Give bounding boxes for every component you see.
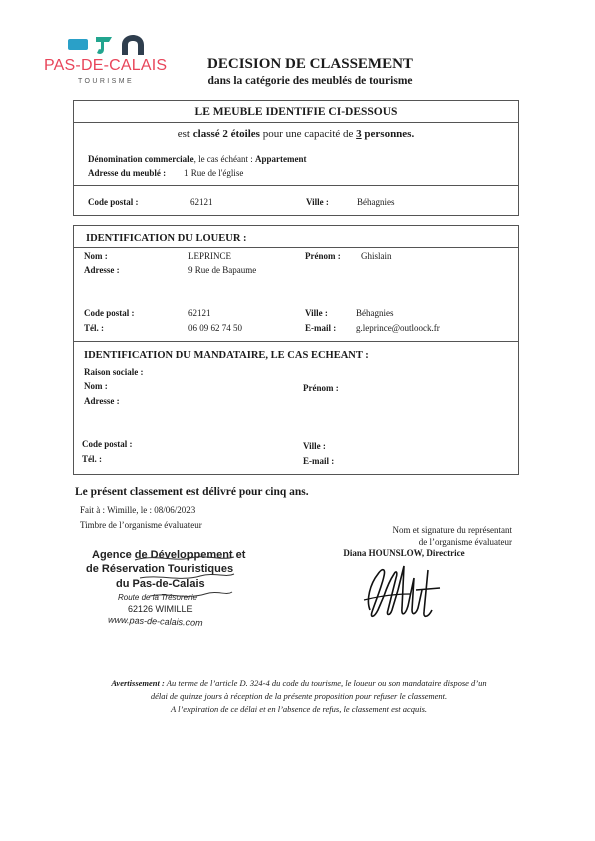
loueur-nom-value: LEPRINCE	[188, 251, 232, 261]
mandataire-nom-label: Nom :	[84, 381, 108, 391]
class-mid: pour une capacité de	[259, 128, 357, 140]
signature-caption-1: Nom et signature du représentant	[392, 525, 512, 535]
mandataire-heading: IDENTIFICATION DU MANDATAIRE, LE CAS ECHEANT :	[84, 350, 369, 361]
signature-caption-2: de l’organisme évaluateur	[418, 537, 512, 547]
loueur-adresse-label: Adresse :	[84, 265, 120, 275]
warning-label: Avertissement :	[111, 678, 165, 688]
warning-line-3: A l’expiration de ce délai et en l’absence de refus, le classement est acquis.	[170, 704, 428, 714]
meuble-heading: LE MEUBLE IDENTIFIE CI-DESSOUS	[194, 106, 398, 118]
mandataire-tel-label: Tél. :	[82, 454, 102, 464]
stamp-line-3: du Pas-de-Calais	[116, 577, 205, 590]
document-title: DECISION DE CLASSEMENT	[207, 56, 413, 72]
mandataire-prenom-label: Prénom :	[303, 383, 339, 393]
document-subtitle: dans la catégorie des meublés de tourisme	[207, 75, 413, 87]
timbre-label: Timbre de l’organisme évaluateur	[80, 520, 202, 530]
loueur-ville-label: Ville :	[305, 308, 328, 318]
capacity-value: 3	[356, 128, 362, 140]
denomination-line	[88, 154, 307, 164]
logo-tagline: TOURISME	[78, 78, 135, 85]
class-pre: est	[177, 128, 193, 140]
loueur-email-label: E-mail :	[305, 323, 337, 333]
denomination-label: Dénomination commerciale	[88, 154, 194, 164]
loueur-tel-label: Tél. :	[84, 323, 104, 333]
loueur-nom-label: Nom :	[84, 251, 108, 261]
loueur-cp-value: 62121	[188, 308, 211, 318]
loueur-email-value: g.leprince@outloock.fr	[356, 323, 440, 333]
validity-statement: Le présent classement est délivré pour cinq ans.	[75, 486, 309, 498]
denomination-mid: , le cas échéant :	[193, 154, 256, 164]
warning-line-1: Au terme de l’article D. 324-4 du code du tourisme, le loueur ou son mandataire dispose d’un	[164, 678, 487, 688]
class-rating: classé 2 étoiles	[192, 128, 260, 140]
stamp-line-4: Route de la Trésorerie	[118, 592, 197, 602]
loueur-tel-value: 06 09 62 74 50	[188, 323, 242, 333]
loueur-cp-label: Code postal :	[84, 308, 135, 318]
warning-line-2: délai de quinze jours à réception de la présente proposition pour refuser le classement.	[150, 691, 448, 701]
stamp-line-2: de Réservation Touristiques	[86, 563, 234, 576]
adresse-meuble-label: Adresse du meublé :	[88, 168, 167, 178]
denomination-value: Appartement	[255, 154, 307, 164]
mandataire-cp-label: Code postal :	[82, 439, 133, 449]
meuble-ville-value: Béhagnies	[357, 197, 395, 207]
class-post: personnes.	[361, 128, 415, 140]
loueur-prenom-value: Ghislain	[361, 251, 392, 261]
loueur-ville-value: Béhagnies	[356, 308, 394, 318]
mandataire-email-label: E-mail :	[303, 456, 335, 466]
signer-name: Diana HOUNSLOW, Directrice	[343, 548, 465, 558]
mandataire-raison-label: Raison sociale :	[84, 367, 144, 377]
stamp-scribble-icon	[130, 552, 240, 622]
signature-icon	[360, 560, 455, 622]
classement-line	[74, 128, 518, 140]
mandataire-ville-label: Ville :	[303, 441, 326, 451]
meuble-section	[73, 100, 519, 216]
logo-mark-icon	[66, 33, 156, 57]
adresse-meuble-value: 1 Rue de l'église	[184, 168, 244, 178]
logo	[66, 33, 156, 57]
loueur-prenom-label: Prénom :	[305, 251, 341, 261]
loueur-section	[73, 225, 519, 475]
loueur-heading: IDENTIFICATION DU LOUEUR :	[86, 233, 247, 244]
stamp-line-5: 62126 WIMILLE	[128, 604, 193, 615]
meuble-cp-value: 62121	[190, 197, 213, 207]
warning-text	[60, 677, 538, 716]
stamp-line-6: www.pas-de-calais.com	[107, 614, 203, 628]
stamp-line-1: Agence de Développement et	[92, 549, 246, 561]
fait-a: Fait à : Wimille, le : 08/06/2023	[80, 505, 196, 515]
loueur-adresse-value: 9 Rue de Bapaume	[188, 265, 257, 275]
meuble-ville-label: Ville :	[306, 197, 329, 207]
meuble-cp-label: Code postal :	[88, 197, 139, 207]
mandataire-adresse-label: Adresse :	[84, 396, 120, 406]
logo-name: PAS-DE-CALAIS	[44, 57, 168, 74]
